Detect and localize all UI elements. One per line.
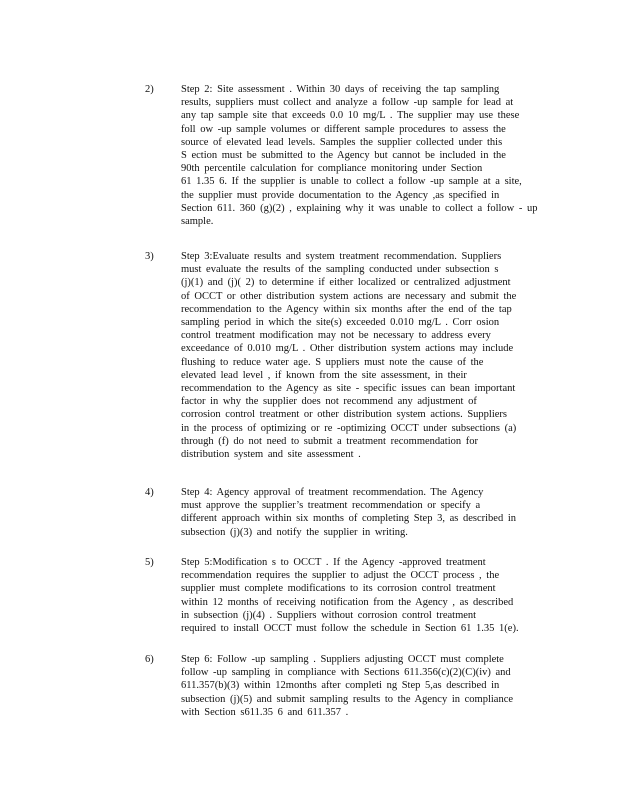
text-line: source of elevated lead levels. Samples the supplier collected under this [181, 136, 503, 148]
text-line: elevated lead level , if known from the site assessment, in their [181, 369, 467, 381]
text-line: required to install OCCT must follow the schedule in Section 61 1.35 1(e). [181, 623, 519, 635]
item-number: 6) [145, 654, 154, 665]
text-line: recommendation requires the supplier to adjust the OCCT process , the [181, 570, 500, 582]
text-line: through (f) do not need to submit a treatment recommendation for [181, 435, 479, 447]
text-line: Step 2: Site assessment . Within 30 days of receiving the tap sampling [181, 84, 500, 95]
text-line: the supplier must provide documentation to the Agency ,as specified in [181, 189, 500, 201]
item-number: 2) [145, 84, 154, 95]
text-line: foll ow -up sample volumes or different sample procedures to assess the [181, 123, 506, 135]
item-number: 3) [145, 251, 154, 262]
text-line: must approve the supplier’s treatment recommendation or specify a [181, 500, 481, 512]
text-line: follow -up sampling in compliance with Sections 611.356(c)(2)(C)(iv) and [181, 667, 511, 679]
text-line: with Section s611.35 6 and 611.357 . [181, 706, 349, 718]
text-line: different approach within six months of completing Step 3, as described in [181, 513, 516, 525]
item-number: 5) [145, 557, 154, 568]
item-text [181, 83, 538, 228]
text-line: must evaluate the results of the sampling conducted under subsection s [181, 264, 499, 276]
text-line: subsection (j)(5) and submit sampling results to the Agency in compliance [181, 693, 514, 705]
text-line: 90th percentile calculation for compliance monitoring under Section [181, 163, 483, 175]
text-line: Step 5:Modification s to OCCT . If the Agency -approved treatment [181, 557, 486, 568]
text-line: recommendation to the Agency within six months after the end of the tap [181, 303, 512, 315]
text-line: control treatment modification may not be necessary to address every [181, 330, 491, 342]
item-text [181, 653, 513, 719]
text-line: flushing to reduce water age. S uppliers must note the cause of the [181, 356, 484, 368]
text-line: Step 3:Evaluate results and system treatment recommendation. Suppliers [181, 251, 502, 262]
text-line: Step 6: Follow -up sampling . Suppliers adjusting OCCT must complete [181, 654, 504, 665]
item-number: 4) [145, 487, 154, 498]
text-line: of OCCT or other distribution system actions are necessary and submit the [181, 290, 517, 302]
text-line: S ection must be submitted to the Agency but cannot be included in the [181, 150, 506, 162]
text-line: within 12 months of receiving notification from the Agency , as described [181, 596, 514, 608]
text-line: in subsection (j)(4) . Suppliers without corrosion control treatment [181, 609, 477, 621]
text-line: results, suppliers must collect and analyze a follow -up sample for lead at [181, 97, 514, 109]
item-text [181, 556, 519, 635]
text-line: sampling period in which the site(s) exceeded 0.010 mg/L . Corr osion [181, 317, 500, 329]
text-line: (j)(1) and (j)( 2) to determine if either localized or centralized adjustment [181, 277, 511, 289]
item-text [181, 486, 516, 539]
text-line: recommendation to the Agency as site - specific issues can bean important [181, 383, 516, 395]
text-line: Step 4: Agency approval of treatment recommendation. The Agency [181, 487, 484, 498]
text-line: in the process of optimizing or re -optimizing OCCT under subsections (a) [181, 422, 517, 434]
text-line: supplier must complete modifications to its corrosion control treatment [181, 583, 496, 595]
text-line: subsection (j)(3) and notify the supplier in writing. [181, 526, 408, 538]
text-line: 61 1.35 6. If the supplier is unable to collect a follow -up sample at a site, [181, 176, 522, 188]
text-line: factor in why the supplier does not recommend any adjustment of [181, 396, 477, 408]
text-line: corrosion control treatment or other distribution system actions. Suppliers [181, 409, 507, 421]
text-line: 611.357(b)(3) within 12months after completi ng Step 5,as described in [181, 680, 500, 692]
item-text [181, 250, 516, 461]
text-line: any tap sample site that exceeds 0.0 10 mg/L . The supplier may use these [181, 110, 520, 122]
text-line: distribution system and site assessment . [181, 449, 361, 461]
text-line: sample. [181, 216, 214, 228]
text-line: Section 611. 360 (g)(2) , explaining why it was unable to collect a follow - up [181, 202, 538, 214]
text-line: exceedance of 0.010 mg/L . Other distribution system actions may include [181, 343, 514, 355]
